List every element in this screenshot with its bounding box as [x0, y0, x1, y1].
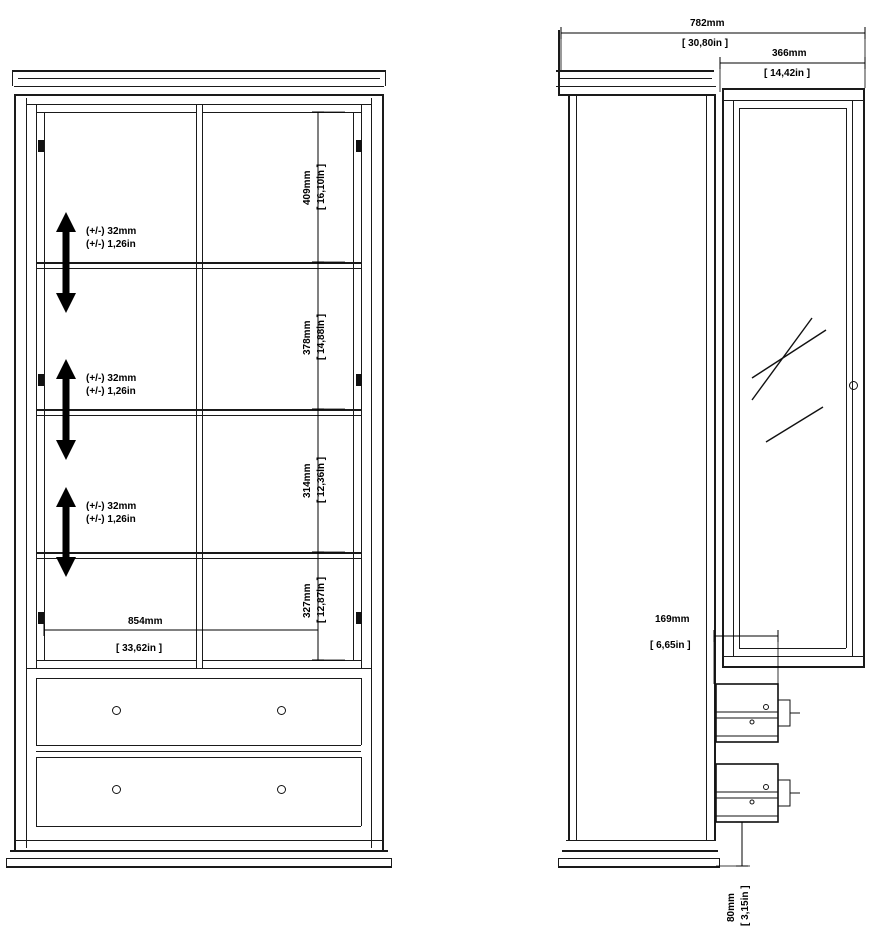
shelf-adjust-3-mm: (+/-) 32mm — [86, 501, 137, 512]
side-total-mm: 782mm — [690, 18, 725, 29]
side-base-in: [ 3,15in ] — [740, 885, 751, 926]
front-height-1-in: [ 16,10in ] — [316, 163, 327, 210]
side-depth-in: [ 14,42in ] — [764, 68, 811, 79]
shelf-adjust-1-in: (+/-) 1,26in — [86, 239, 136, 250]
front-width-mm: 854mm — [128, 616, 163, 627]
front-height-4-in: [ 12,87in ] — [316, 576, 327, 623]
side-total-in: [ 30,80in ] — [682, 38, 729, 49]
front-height-3-mm: 314mm — [302, 463, 313, 498]
shelf-adjust-2-in: (+/-) 1,26in — [86, 386, 136, 397]
front-height-4-mm: 327mm — [302, 583, 313, 618]
front-height-1-mm: 409mm — [302, 170, 313, 205]
front-height-2-mm: 378mm — [302, 320, 313, 355]
side-drawer-depth-mm: 169mm — [655, 614, 690, 625]
front-height-3-in: [ 12,36in ] — [316, 456, 327, 503]
front-height-2-in: [ 14,88in ] — [316, 313, 327, 360]
shelf-adjust-2-mm: (+/-) 32mm — [86, 373, 137, 384]
side-depth-mm: 366mm — [772, 48, 807, 59]
side-base-mm: 80mm — [726, 893, 737, 922]
side-drawer-depth-in: [ 6,65in ] — [650, 640, 691, 651]
front-width-in: [ 33,62in ] — [116, 643, 163, 654]
shelf-adjust-1-mm: (+/-) 32mm — [86, 226, 137, 237]
shelf-adjust-3-in: (+/-) 1,26in — [86, 514, 136, 525]
